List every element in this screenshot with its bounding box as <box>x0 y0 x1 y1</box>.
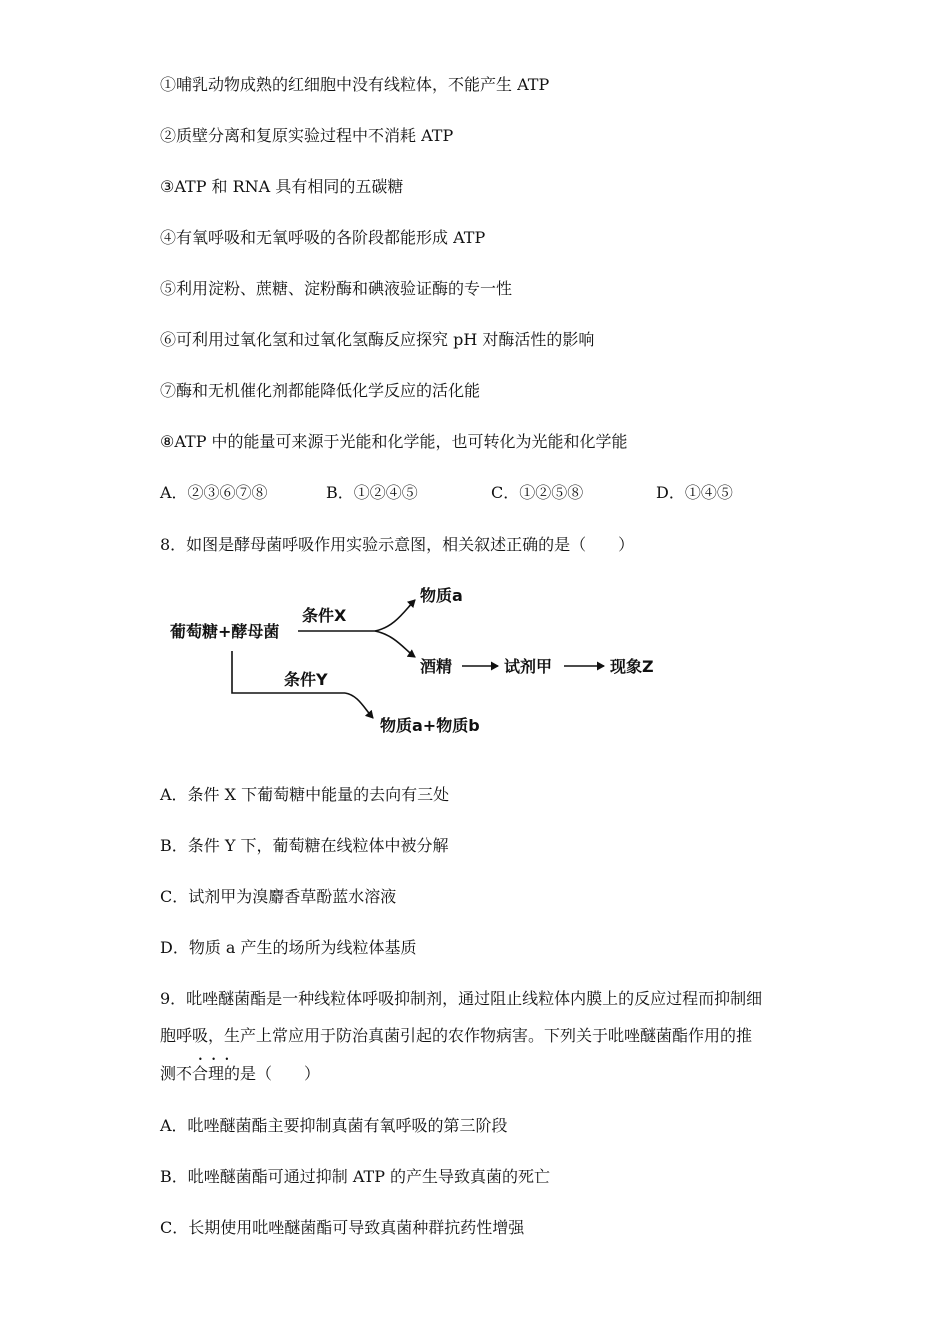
q7-option-a[interactable]: A．②③⑥⑦⑧ <box>160 483 268 502</box>
diagram-start-label: 葡萄糖+酵母菌 <box>170 622 280 641</box>
q7-option-b[interactable]: B．①②④⑤ <box>326 483 418 502</box>
q9-stem-line-3-pre: 测 <box>160 1064 177 1083</box>
q7-statement-4: ④有氧呼吸和无氧呼吸的各阶段都能形成 ATP <box>160 228 486 247</box>
diagram-arrow-to-alcohol <box>375 631 415 657</box>
q7-statement-3: ③ATP 和 RNA 具有相同的五碳糖 <box>160 177 404 196</box>
q8-option-c[interactable]: C．试剂甲为溴麝香草酚蓝水溶液 <box>160 887 397 906</box>
q9-option-b[interactable]: B．吡唑醚菌酯可通过抑制 ATP 的产生导致真菌的死亡 <box>160 1167 551 1186</box>
q7-statement-6: ⑥可利用过氧化氢和过氧化氢酶反应探究 pH 对酶活性的影响 <box>160 330 595 349</box>
q7-statement-8: ⑧ATP 中的能量可来源于光能和化学能，也可转化为光能和化学能 <box>160 432 628 451</box>
q9-stem-line-3 <box>160 1064 320 1084</box>
q8-option-a[interactable]: A．条件 X 下葡萄糖中能量的去向有三处 <box>160 785 450 804</box>
diagram-reagent-label: 试剂甲 <box>504 657 553 676</box>
diagram-condition-y-label: 条件Y <box>284 670 328 689</box>
q7-statement-1: ①哺乳动物成熟的红细胞中没有线粒体，不能产生 ATP <box>160 75 550 94</box>
q7-statement-7: ⑦酶和无机催化剂都能降低化学反应的活化能 <box>160 381 481 400</box>
diagram-substance-a-label: 物质a <box>420 586 463 605</box>
q7-statement-5: ⑤利用淀粉、蔗糖、淀粉酶和碘液验证酶的专一性 <box>160 279 513 298</box>
diagram-phenomenon-label: 现象Z <box>610 657 654 676</box>
q8-option-d[interactable]: D．物质 a 产生的场所为线粒体基质 <box>160 938 417 957</box>
q9-option-c[interactable]: C．长期使用吡唑醚菌酯可导致真菌种群抗药性增强 <box>160 1218 525 1237</box>
diagram-products-y-label: 物质a+物质b <box>380 716 480 735</box>
q7-option-c[interactable]: C．①②⑤⑧ <box>491 483 584 502</box>
q9-stem-line-1: 9．吡唑醚菌酯是一种线粒体呼吸抑制剂，通过阻止线粒体内膜上的反应过程而抑制细 <box>160 989 763 1008</box>
diagram-alcohol-label: 酒精 <box>420 657 453 676</box>
q7-option-d[interactable]: D．①④⑤ <box>656 483 733 502</box>
q9-emphasis-not-reasonable: • • • 不合理 <box>176 1064 224 1083</box>
q9-option-a[interactable]: A．吡唑醚菌酯主要抑制真菌有氧呼吸的第三阶段 <box>160 1116 508 1135</box>
q8-option-b[interactable]: B．条件 Y 下，葡萄糖在线粒体中被分解 <box>160 836 449 855</box>
diagram-arrow-to-substance-a <box>375 600 415 631</box>
q9-stem-line-2: 胞呼吸，生产上常应用于防治真菌引起的农作物病害。下列关于吡唑醚菌酯作用的推 <box>160 1026 753 1045</box>
q9-stem-line-3-post: 的是（ ） <box>224 1064 321 1083</box>
q8-stem: 8．如图是酵母菌呼吸作用实验示意图，相关叙述正确的是（ ） <box>160 535 635 554</box>
q7-statement-2: ②质壁分离和复原实验过程中不消耗 ATP <box>160 126 454 145</box>
diagram-condition-x-label: 条件X <box>302 606 347 625</box>
yeast-respiration-diagram <box>160 575 680 745</box>
diagram-arrow-to-products-y <box>345 693 373 718</box>
